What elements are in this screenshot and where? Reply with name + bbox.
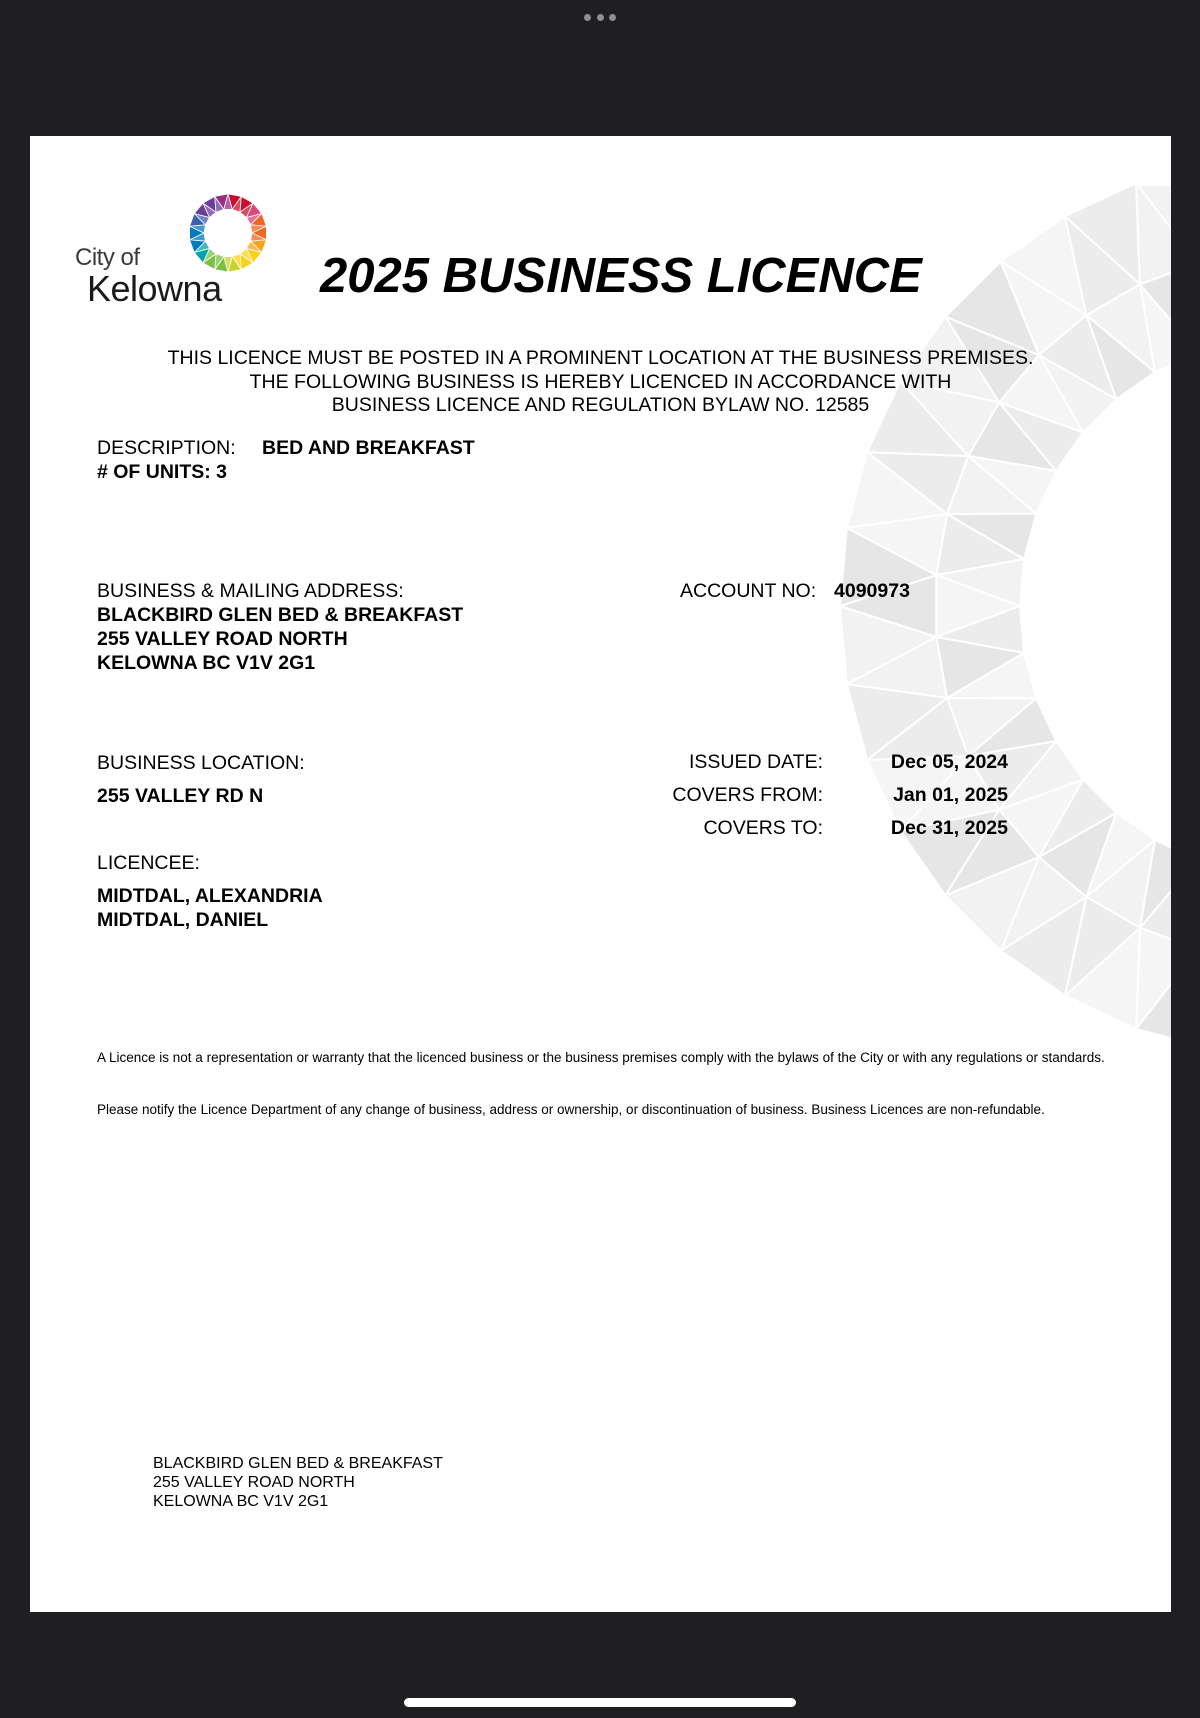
licence-title: 2025 BUSINESS LICENCE bbox=[320, 249, 922, 303]
dot bbox=[584, 14, 591, 21]
disclaimer-notify: Please notify the Licence Department of any change of business, address or ownership, or discontinuation of business. Business Licences are non-refundable. bbox=[97, 1102, 1045, 1117]
issued-date-value: Dec 05, 2024 bbox=[890, 751, 1008, 773]
licencee-name: MIDTDAL, DANIEL bbox=[97, 909, 269, 931]
description-label: DESCRIPTION: bbox=[97, 437, 236, 459]
licencee-label: LICENCEE: bbox=[97, 852, 200, 874]
dot bbox=[609, 14, 616, 21]
location-value: 255 VALLEY RD N bbox=[97, 785, 264, 807]
mailing-address-line: KELOWNA BC V1V 2G1 bbox=[97, 652, 316, 674]
account-value: 4090973 bbox=[834, 580, 910, 602]
mailing-address-line: BLACKBIRD GLEN BED & BREAKFAST bbox=[97, 604, 464, 626]
covers-to-label: COVERS TO: bbox=[703, 817, 823, 839]
more-dots-icon[interactable] bbox=[584, 12, 616, 22]
city-of-kelowna-logo bbox=[75, 192, 235, 312]
disclaimer-warranty: A Licence is not a representation or warranty that the licenced business or the business premises comply with the bylaws of the City or with any regulations or standards. bbox=[97, 1050, 1105, 1065]
logo-kelowna-text: Kelowna bbox=[87, 268, 222, 309]
logo-city-of-text: City of bbox=[75, 244, 140, 271]
home-indicator[interactable] bbox=[404, 1698, 796, 1707]
licencee-name: MIDTDAL, ALEXANDRIA bbox=[97, 885, 323, 907]
units-value: # OF UNITS: 3 bbox=[97, 461, 228, 483]
dot bbox=[597, 14, 604, 21]
posting-notice bbox=[30, 347, 1171, 418]
notice-line: THIS LICENCE MUST BE POSTED IN A PROMINENT LOCATION AT THE BUSINESS PREMISES. bbox=[167, 347, 1034, 369]
kelowna-logo-ring-icon bbox=[187, 192, 269, 274]
mailing-address-line: 255 VALLEY ROAD NORTH bbox=[97, 628, 348, 650]
envelope-address bbox=[153, 1454, 443, 1511]
issued-date-label: ISSUED DATE: bbox=[689, 751, 823, 773]
notice-line: THE FOLLOWING BUSINESS IS HEREBY LICENCED IN ACCORDANCE WITH bbox=[249, 370, 952, 393]
covers-from-value: Jan 01, 2025 bbox=[893, 784, 1008, 806]
notice-line: BUSINESS LICENCE AND REGULATION BYLAW NO. 12585 bbox=[331, 394, 870, 416]
licence-page bbox=[30, 136, 1171, 1612]
covers-from-label: COVERS FROM: bbox=[672, 784, 823, 806]
mailing-address-label: BUSINESS & MAILING ADDRESS: bbox=[97, 580, 404, 602]
covers-to-value: Dec 31, 2025 bbox=[890, 817, 1008, 839]
envelope-address-line: 255 VALLEY ROAD NORTH bbox=[153, 1474, 355, 1491]
envelope-address-line: BLACKBIRD GLEN BED & BREAKFAST bbox=[153, 1455, 443, 1472]
location-label: BUSINESS LOCATION: bbox=[97, 752, 305, 774]
envelope-address-line: KELOWNA BC V1V 2G1 bbox=[153, 1493, 329, 1510]
geometric-ring-watermark-icon bbox=[770, 186, 1171, 1066]
description-value: BED AND BREAKFAST bbox=[262, 437, 475, 459]
account-label: ACCOUNT NO: bbox=[680, 580, 817, 602]
